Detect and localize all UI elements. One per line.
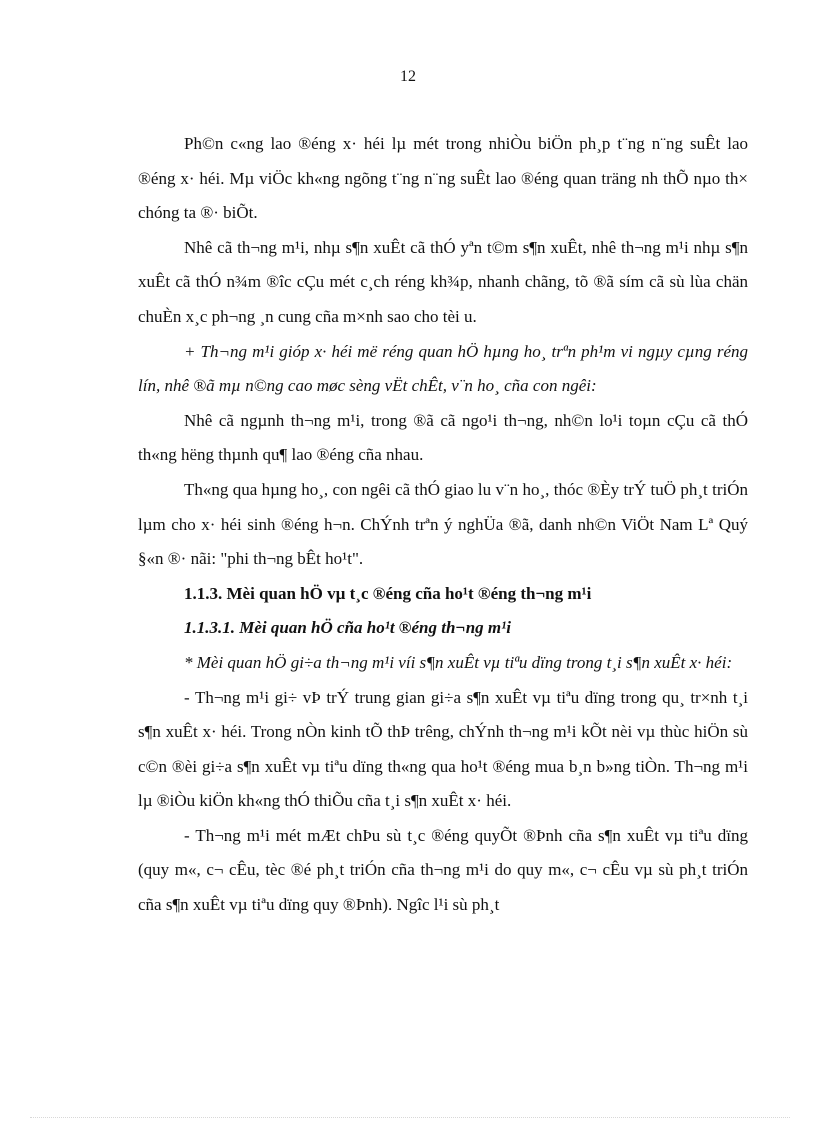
italic-paragraph: + Th¬ng m¹i gióp x· héi më réng quan hÖ hµng ho¸ trªn ph¹m vi ngµy cµng réng lín, nhê ®ã mµ n©ng cao møc sèng vËt chÊt, v¨n ho¸ cña con ngêi:	[138, 341, 748, 396]
italic-paragraph: * Mèi quan hÖ gi÷a th¬ng m¹i víi s¶n xuÊt vµ tiªu dïng trong t¸i s¶n xuÊt x· héi:	[184, 652, 733, 672]
paragraph: Nhê cã th¬ng m¹i, nhµ s¶n xuÊt cã thÓ yªn t©m s¶n xuÊt, nhê th¬ng m¹i nhµ s¶n xuÊt cã thÓ n¾m ®îc cÇu mét c¸ch réng kh¾p, nhanh chãng, tõ ®ã sím cã sù lùa chän chuÈn x¸c ph¬ng ¸n cung cña m×nh sao cho tèi u.	[138, 237, 748, 326]
paragraph: - Th¬ng m¹i gi÷ vÞ trÝ trung gian gi÷a s¶n xuÊt vµ tiªu dïng trong qu¸ tr×nh t¸i s¶n xuÊt x· héi. Trong nÒn kinh tÕ thÞ trêng, chÝnh th¬ng m¹i kÕt nèi vµ thùc hiÖn sù c©n ®èi gi÷a s¶n xuÊt vµ tiªu dïng th«ng qua ho¹t ®éng mua b¸n b»ng tiÒn. Th¬ng m¹i lµ ®iÒu kiÖn kh«ng thÓ thiÕu cña t¸i s¶n xuÊt x· héi.	[138, 687, 748, 811]
paragraph: - Th¬ng m¹i mét mÆt chÞu sù t¸c ®éng quyÕt ®Þnh cña s¶n xuÊt vµ tiªu dïng (quy m«, c¬ cÊu, tèc ®é ph¸t triÓn cña th¬ng m¹i do quy m«, c¬ cÊu vµ sù ph¸t triÓn cña s¶n xuÊt vµ tiªu dïng quy ®Þnh). Ngîc l¹i sù ph¸t	[138, 825, 748, 915]
subsection-heading: 1.1.3.1. Mèi quan hÖ cña ho¹t ®éng th¬ng m¹i	[184, 618, 511, 638]
paragraph: Nhê cã ngµnh th¬ng m¹i, trong ®ã cã ngo¹i th¬ng, nh©n lo¹i toµn cÇu cã thÓ th«ng hëng thµnh qu¶ lao ®éng cña nhau.	[138, 410, 748, 465]
page-number: 12	[400, 68, 416, 85]
section-heading: 1.1.3. Mèi quan hÖ vµ t¸c ®éng cña ho¹t ®éng th¬ng m¹i	[184, 583, 592, 603]
paragraph: Th«ng qua hµng ho¸, con ngêi cã thÓ giao lu v¨n ho¸, thóc ®Èy trÝ tuÖ ph¸t triÓn lµm cho x· héi sinh ®éng h¬n. ChÝnh trªn ý nghÜa ®ã, danh nh©n ViÖt Nam Lª Quý §«n ®· nãi: "phi th¬ng bÊt ho¹t".	[138, 479, 748, 569]
paragraph: Ph©n c«ng lao ®éng x· héi lµ mét trong nhiÒu biÖn ph¸p t¨ng n¨ng suÊt lao ®éng x· héi. Mµ viÖc kh«ng ngõng t¨ng n¨ng suÊt lao ®éng quan träng nh thÕ nµo th× chóng ta ®· biÕt.	[138, 134, 748, 223]
document-body	[138, 127, 748, 923]
page-bottom-divider	[30, 1117, 790, 1118]
